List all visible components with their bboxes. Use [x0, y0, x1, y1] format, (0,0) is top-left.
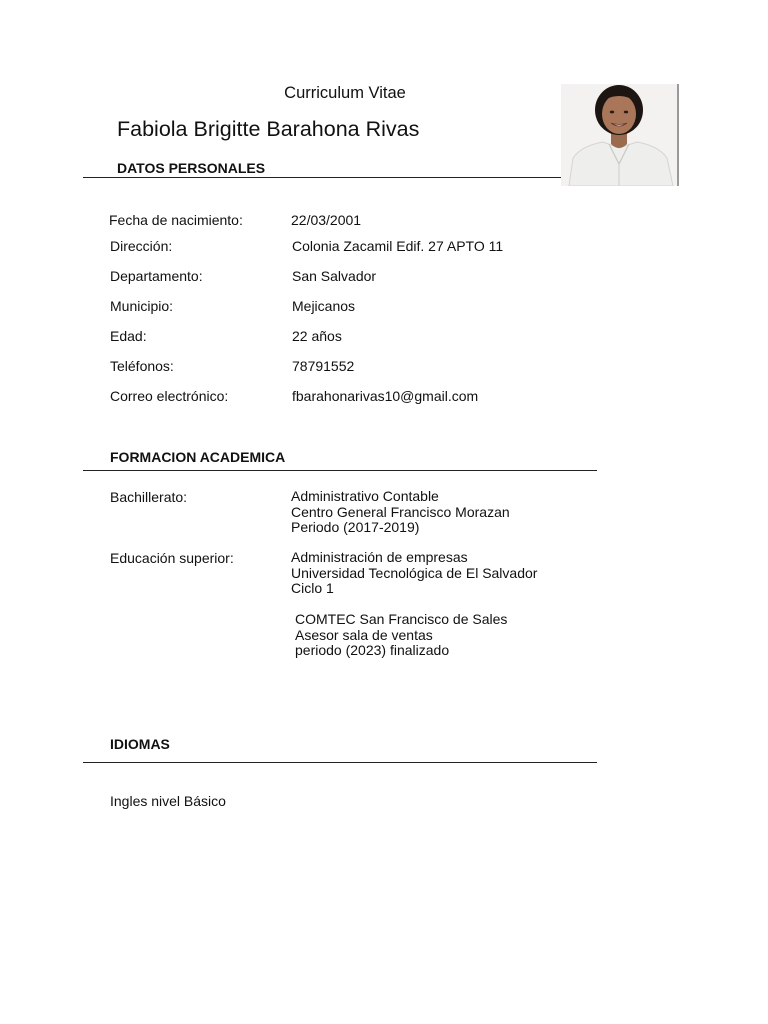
- label-phones: Teléfonos:: [110, 358, 174, 374]
- section-heading-personal: DATOS PERSONALES: [117, 160, 266, 176]
- education-line: COMTEC San Francisco de Sales: [295, 611, 508, 627]
- section-divider: [83, 177, 561, 178]
- profile-photo: [561, 84, 678, 186]
- education-line: Administrativo Contable: [291, 488, 439, 504]
- education-line: Ciclo 1: [291, 580, 334, 597]
- label-department: Departamento:: [110, 268, 203, 284]
- label-highschool: Bachillerato:: [110, 489, 188, 505]
- person-name: Fabiola Brigitte Barahona Rivas: [117, 117, 420, 141]
- education-line: Universidad Tecnológica de El Salvador: [291, 564, 538, 581]
- education-entry-university: [291, 550, 537, 597]
- education-entry-highschool: [291, 489, 510, 536]
- document-title: Curriculum Vitae: [284, 84, 406, 102]
- section-heading-languages: IDIOMAS: [110, 736, 170, 752]
- label-address: Dirección:: [110, 238, 173, 254]
- label-municipality: Municipio:: [110, 298, 174, 314]
- value-email: fbarahonarivas10@gmail.com: [292, 388, 479, 404]
- education-line: Asesor sala de ventas: [295, 626, 433, 643]
- education-entry-comtec: [295, 612, 507, 659]
- label-email: Correo electrónico:: [110, 388, 229, 404]
- value-municipality: Mejicanos: [292, 298, 356, 314]
- education-line: periodo (2023) finalizado: [295, 642, 450, 659]
- photo-border: [677, 84, 679, 186]
- label-birthdate: Fecha de nacimiento:: [109, 212, 243, 228]
- label-higher-education: Educación superior:: [110, 550, 234, 566]
- education-line: Administración de empresas: [291, 549, 468, 565]
- value-address: Colonia Zacamil Edif. 27 APTO 11: [292, 238, 504, 254]
- label-age: Edad:: [110, 328, 147, 344]
- section-divider: [83, 762, 597, 763]
- value-age: 22 años: [292, 328, 342, 344]
- value-birthdate: 22/03/2001: [291, 212, 362, 228]
- section-heading-education: FORMACION ACADEMICA: [110, 449, 286, 465]
- value-department: San Salvador: [292, 268, 377, 284]
- value-phones: 78791552: [292, 358, 355, 374]
- section-divider: [83, 470, 597, 471]
- language-item: Ingles nivel Básico: [110, 793, 226, 809]
- education-line: Centro General Francisco Morazan: [291, 503, 510, 520]
- education-line: Periodo (2017-2019): [291, 519, 420, 536]
